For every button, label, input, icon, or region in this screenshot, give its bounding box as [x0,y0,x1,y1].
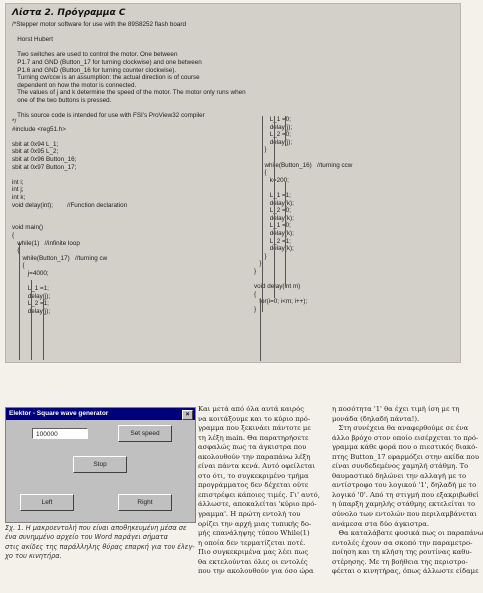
code-line [12,217,127,225]
text-line: που την ακολουθούν για όσο ώρα [198,567,314,576]
code-line: { [12,262,25,270]
window-titlebar [6,408,195,420]
code-line [12,171,127,179]
text-line: Πιο συγκεκριμένα μας λέει πως [198,548,309,557]
code-line [12,44,246,52]
listing-title: Λίστα 2. Πρόγραμμα C [12,8,126,18]
loop-guide-line [285,116,286,146]
code-line: delay(k); [254,214,294,222]
code-line: { [12,247,20,255]
code-line: delay(j); [12,292,51,300]
code-line: The values of j and k determine the speed of the motor. The motor only runs when [12,89,246,97]
right-button[interactable]: Right [118,494,172,511]
text-line: Και μετά από όλα αυτά καιρός [198,405,305,413]
text-line: να κοιτάξουμε και το κύριο πρό- [198,414,311,423]
code-line: P1.7 and GND (Button_17 for turning clockwise) and one between [12,58,202,66]
text-line: Θα καταλάβατε φυσικά πως οι παραπάνω [332,529,483,538]
code-line: delay(k); [254,245,294,253]
text-line: η ποσότητα '1' θα έχει τιμή ίση με τη [332,405,460,413]
code-line: while(Button_16) //turning ccw [254,161,353,169]
text-line: μής επανάληψης τύπου While(1) [198,529,310,538]
caption-line: Σχ. 1. Η μακροεντολή που είναι αποθηκευμένη μέσα σε [5,524,187,532]
loop-guide-line [260,299,261,361]
window-title: Elektor - Square wave generator [9,410,109,417]
code-line: Two switches are used to control the motor. One between [12,51,178,59]
text-line: ποίηση και τη κλήση της ρουτίνας καθυ- [332,548,472,557]
code-line [12,29,246,37]
code-line [254,184,352,192]
code-line: } [254,146,267,154]
code-line: Horst Hubert [12,36,53,44]
code-line: } [254,252,267,260]
loop-guide-line [19,242,20,360]
set-speed-button[interactable]: Set speed [118,425,172,442]
code-line: delay(k); [254,229,294,237]
loop-guide-line [43,299,44,360]
code-line: delay(j); [12,307,51,315]
caption-line: στις ακίδες της παράλληλης θύρας επαρκή για τον έλεγ- [5,542,195,551]
code-line: void delay(int); //Function declaration [12,201,128,209]
code-line: Turning cw/ccw is an assumption: the actual direction is of course [12,74,200,82]
code-line: */ [12,118,17,125]
text-line: η οποία δεν τερματίζεται ποτέ. [198,538,306,547]
text-line: τη λέξη main. Θα παρατηρήσετε [198,433,309,442]
text-line: γραμμα κάθε φορά που ο πιεστικός διακό- [332,443,478,452]
code-line: int k; [12,193,26,201]
code-line [254,275,352,283]
code-line: L_2 =1; [12,300,49,308]
listing-header-comment [12,21,246,120]
code-line: sbit at 0x95 L_2; [12,148,59,156]
text-line: προγράμματος δεν δέχεται ούτε [198,481,309,490]
code-line: delay(j); [254,138,293,146]
loop-guide-line [274,116,275,298]
code-line: { [254,290,257,298]
text-line: ορίζει την αρχή μιας τυπικής δο- [198,519,312,528]
code-line: L_2 =0; [254,207,291,215]
code-line: L_2 =1; [254,237,291,245]
code-line: P1.6 and GND (Button_16 for turning counter clockwise). [12,66,177,74]
square-wave-generator-window [5,407,196,523]
text-line: εντολές έχουν σα σκοπό την παραμετρο- [332,538,473,547]
code-line [12,133,127,141]
code-line: k=200; [254,176,289,184]
code-line: int i; [12,178,24,186]
code-line: L_1 =0; [254,222,291,230]
text-line: ασφαλώς πως τα άγκιστρα που [198,443,307,452]
code-line [12,105,246,113]
code-line: int j; [12,186,24,194]
code-line: while(1) //infinite loop [12,239,80,247]
loop-guide-line [262,116,263,312]
code-line: delay(k); [254,199,294,207]
close-icon[interactable]: × [182,410,193,420]
text-line: είναι συνδεδεμένος χαμηλή στάθμη. Το [332,462,469,471]
text-line: επιστρέφει κάποιες τιμές. Γι' αυτό, [198,490,320,499]
code-line: dependent on how the motor is connected. [12,81,137,89]
code-line: sbit at 0x96 Button_16; [12,155,77,163]
text-line: σύνολο των εντολών που περιλαμβάνεται [332,510,477,519]
speed-input[interactable]: 100000 [32,428,88,439]
code-line: { [12,231,15,239]
text-line: άλλο βρόχο στον οποίο εισέρχεται το πρό- [332,433,479,442]
code-line [12,277,127,285]
stop-button[interactable]: Stop [73,456,127,473]
code-line: j=4000; [12,269,49,277]
text-line: Στη συνέχεια θα αναφερθούμε σε ένα [332,424,469,433]
text-line: πτης Button_17 εφαρμόζει στην ακίδα που [332,452,479,461]
text-line: γραμμα που ξεκινάει πάντοτε με [198,424,311,433]
text-line: γραμμα'. Η πρώτη εντολή του [198,510,301,519]
caption-line: ένα συνημμένο αρχείο του Word παράγει σήματα [5,533,168,542]
text-line: είναι πάντα κενά. Αυτό οφείλεται [198,462,316,471]
code-line: /*Stepper motor software for use with the 89S8252 flash board [12,21,186,28]
text-line: ανάμεσα στα δύο άγκιστρα. [332,519,429,528]
code-line: } [254,305,257,313]
text-line: αντίστροφο του λογικού '1', δηλαδή με το [332,481,477,490]
text-line: άλλωστε, αποκαλείται 'κύριο πρό- [198,500,317,509]
text-line: θαυμαστικό δηλώνει την αλλαγή με το [332,471,467,480]
code-line: void delay(int m) [254,283,301,291]
caption-line: χο του κινητήρα. [5,552,62,561]
figure-caption [5,524,195,562]
article-column-right [332,405,483,577]
loop-guide-line [31,280,32,360]
code-line: sbit at 0x94 L_1; [12,140,59,148]
text-line: μονάδα (δηλαδή πάντα!). [332,414,420,423]
code-line: sbit at 0x97 Button_17; [12,163,77,171]
code-listing-panel [5,3,461,363]
text-line: φέεται ο κινητήρας, όπως άλλωστε είδαμε [332,567,479,576]
article-column-middle [198,405,326,577]
listing-right-code [254,116,352,313]
code-line: while(Button_17) //turning cw [12,254,108,262]
code-line: } [254,260,262,268]
text-line: η ύπαρξη χαμηλής στάθμης εκτελείται το [332,500,476,509]
loop-guide-line [285,182,286,286]
text-line: θα εκτελούνται όλες οι εντολές [198,557,308,566]
code-line: This source code is intended for use with FSI's ProView32 compiler [12,112,205,120]
code-line: L_1 =1; [12,285,49,293]
text-line: ακολουθούν την παραπάνω λέξη [198,452,311,461]
code-line: #include <reg51.h> [12,125,66,133]
code-line: L_1 =0; [254,116,291,123]
code-line: L_1 =1; [254,191,291,199]
code-line [12,209,127,217]
code-line: one of the two buttons is pressed. [12,96,112,104]
code-line: delay(j); [254,123,293,131]
listing-left-code [12,118,127,315]
text-line: λογικό '0'. Από τη στιγμή που εξακριβωθεί [332,490,479,499]
code-line: { [254,169,267,177]
code-line [254,154,352,162]
text-line: στο ότι, το συγκεκριμένο τμήμα [198,471,309,480]
text-line: στέρησης. Με τη βοήθεια της περιστρο- [332,557,468,566]
code-line: } [254,267,257,275]
left-button[interactable]: Left [20,494,74,511]
code-line: L_2 =0; [254,131,291,139]
code-line: for(i=0; i<m; i++); [254,298,308,306]
code-line: void main() [12,224,44,232]
